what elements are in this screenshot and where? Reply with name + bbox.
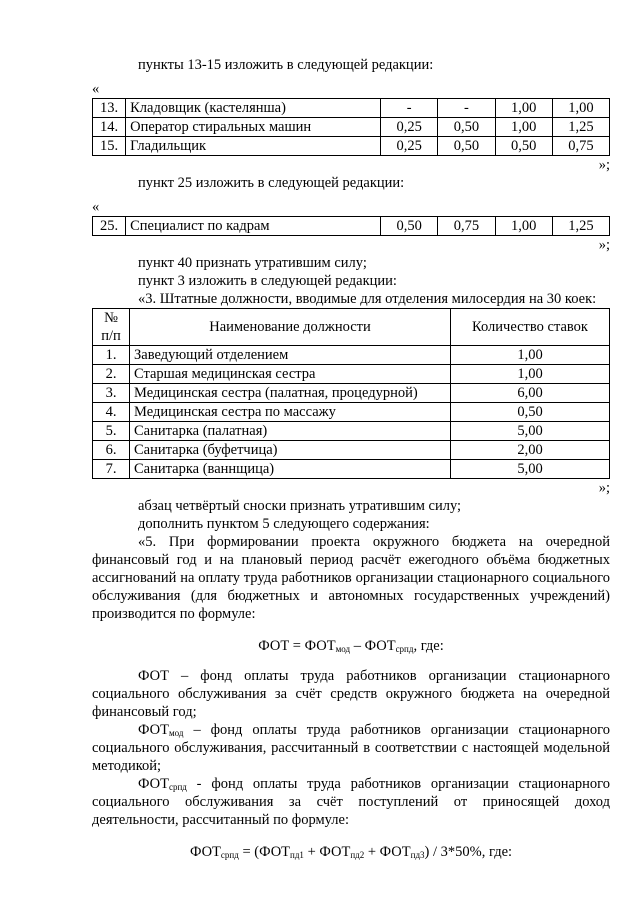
- row-number: 4.: [93, 403, 130, 422]
- line-dopolnit: дополнить пунктом 5 следующего содержания:: [138, 516, 430, 532]
- table-row: [93, 137, 610, 156]
- f2-d: + ФОТ: [364, 844, 411, 860]
- line-abzac: абзац четвёртый сноски признать утратившим силу;: [138, 498, 462, 514]
- formula-fot: [92, 637, 610, 655]
- rate-quantity: 2,00: [451, 441, 610, 460]
- row-number: 7.: [93, 460, 130, 479]
- rate-value: 0,50: [495, 137, 552, 156]
- table-staff-positions: [92, 308, 610, 479]
- formula-fot-lhs: ФОТ = ФОТ: [258, 638, 336, 654]
- table-row: [93, 441, 610, 460]
- rate-value: 1,00: [552, 99, 609, 118]
- row-number: 1.: [93, 346, 130, 365]
- row-number: 5.: [93, 422, 130, 441]
- rate-quantity: 0,50: [451, 403, 610, 422]
- rate-quantity: 5,00: [451, 422, 610, 441]
- definition-fot: ФОТ – фонд оплаты труда работников организации стационарного социального обслуживания за счёт средств окружного бюджета на очередной финансовый год;: [92, 668, 610, 720]
- table-row: [93, 460, 610, 479]
- f2-c: + ФОТ: [303, 844, 351, 860]
- f2-a: ФОТ: [189, 844, 221, 860]
- rate-value: 0,50: [438, 118, 495, 137]
- table-row: [93, 346, 610, 365]
- table-row: [93, 99, 610, 118]
- quote-close: »;: [598, 157, 610, 173]
- f2-c-sub: пд2: [350, 850, 365, 860]
- quote-open: «: [92, 199, 100, 215]
- f2-b: = (ФОТ: [238, 844, 291, 860]
- position-name: Заведующий отделением: [130, 346, 451, 365]
- table-row: [93, 217, 610, 236]
- rate-value: 1,25: [552, 217, 609, 236]
- def-fot-mod-term: ФОТ: [138, 722, 169, 738]
- f2-a-sub: српд: [220, 850, 239, 860]
- header-num: [93, 309, 130, 346]
- def-fot-srpd-sub: српд: [168, 782, 187, 792]
- header-num-line1: №: [104, 310, 118, 326]
- rate-quantity: 1,00: [451, 365, 610, 384]
- formula-fot-sub-srpd: српд: [395, 644, 414, 654]
- row-number: 6.: [93, 441, 130, 460]
- rate-value: 0,25: [381, 118, 438, 137]
- f2-e: ) / 3*50%, где:: [424, 844, 513, 860]
- quote-close: »;: [598, 480, 610, 496]
- position-name: Специалист по кадрам: [126, 217, 381, 236]
- table-row: [93, 384, 610, 403]
- rate-quantity: 6,00: [451, 384, 610, 403]
- rate-value: 0,25: [381, 137, 438, 156]
- position-name: Санитарка (ваннщица): [130, 460, 451, 479]
- definition-fot-mod: [92, 721, 610, 775]
- def-fot-mod-text: – фонд оплаты труда работников организации стационарного социального обслуживания, рассчитанный в соответствии с настоящей модельной методикой;: [92, 722, 610, 774]
- rate-value: 1,00: [495, 99, 552, 118]
- rate-quantity: 5,00: [451, 460, 610, 479]
- definition-fot-srpd: [92, 775, 610, 829]
- row-number: 25.: [93, 217, 126, 236]
- position-name: Медицинская сестра (палатная, процедурной): [130, 384, 451, 403]
- row-number: 13.: [93, 99, 126, 118]
- row-number: 2.: [93, 365, 130, 384]
- quote-open: «: [92, 81, 100, 97]
- row-number: 14.: [93, 118, 126, 137]
- def-fot-mod-sub: мод: [168, 728, 184, 738]
- intro-point-25: пункт 25 изложить в следующей редакции:: [138, 175, 405, 191]
- header-position-name: Наименование должности: [130, 309, 451, 346]
- rate-quantity: 1,00: [451, 346, 610, 365]
- rate-value: -: [438, 99, 495, 118]
- position-name: Старшая медицинская сестра: [130, 365, 451, 384]
- line-point-40: пункт 40 признать утратившим силу;: [138, 255, 367, 271]
- def-fot-srpd-text: - фонд оплаты труда работников организации стационарного социального обслуживания за счёт поступлений от приносящей доход деятельности, рассчитанный по формуле:: [92, 776, 610, 828]
- position-name: Санитарка (буфетчица): [130, 441, 451, 460]
- quote-close: »;: [598, 237, 610, 253]
- paragraph-5: «5. При формировании проекта окружного бюджета на очередной финансовый год и на плановый период расчёт ежегодного объёма бюджетных ассигнований на оплату труда работников организации стационарного социального обслуживания (для бюджетных и автономных государственных учреждений) производится по формуле:: [92, 534, 610, 622]
- header-num-line2: п/п: [101, 328, 121, 344]
- table-point-25: [92, 216, 610, 236]
- table-row: [93, 422, 610, 441]
- position-name: Кладовщик (кастелянша): [126, 99, 381, 118]
- position-name: Санитарка (палатная): [130, 422, 451, 441]
- rate-value: -: [381, 99, 438, 118]
- line-point-3: пункт 3 изложить в следующей редакции:: [138, 273, 397, 289]
- paragraph-3: «3. Штатные должности, вводимые для отделения милосердия на 30 коек:: [138, 291, 597, 307]
- formula-fot-srpd: [92, 843, 610, 861]
- row-number: 3.: [93, 384, 130, 403]
- position-name: Гладильщик: [126, 137, 381, 156]
- position-name: Медицинская сестра по массажу: [130, 403, 451, 422]
- rate-value: 0,75: [552, 137, 609, 156]
- formula-fot-mid: – ФОТ: [350, 638, 396, 654]
- rate-value: 0,50: [438, 137, 495, 156]
- table-row: [93, 365, 610, 384]
- table-row: [93, 403, 610, 422]
- rate-value: 0,75: [438, 217, 495, 236]
- rate-value: 1,00: [495, 118, 552, 137]
- table-points-13-15: [92, 98, 610, 156]
- table-header-row: [93, 309, 610, 346]
- def-fot-srpd-term: ФОТ: [138, 776, 169, 792]
- f2-b-sub: пд1: [290, 850, 304, 860]
- rate-value: 1,25: [552, 118, 609, 137]
- formula-fot-sub-mod: мод: [335, 644, 351, 654]
- position-name: Оператор стиральных машин: [126, 118, 381, 137]
- row-number: 15.: [93, 137, 126, 156]
- rate-value: 0,50: [381, 217, 438, 236]
- header-quantity: Количество ставок: [451, 309, 610, 346]
- intro-points-13-15: пункты 13-15 изложить в следующей редакции:: [138, 57, 434, 73]
- table-row: [93, 118, 610, 137]
- f2-d-sub: пд3: [410, 850, 425, 860]
- formula-fot-tail: , где:: [413, 638, 444, 654]
- rate-value: 1,00: [495, 217, 552, 236]
